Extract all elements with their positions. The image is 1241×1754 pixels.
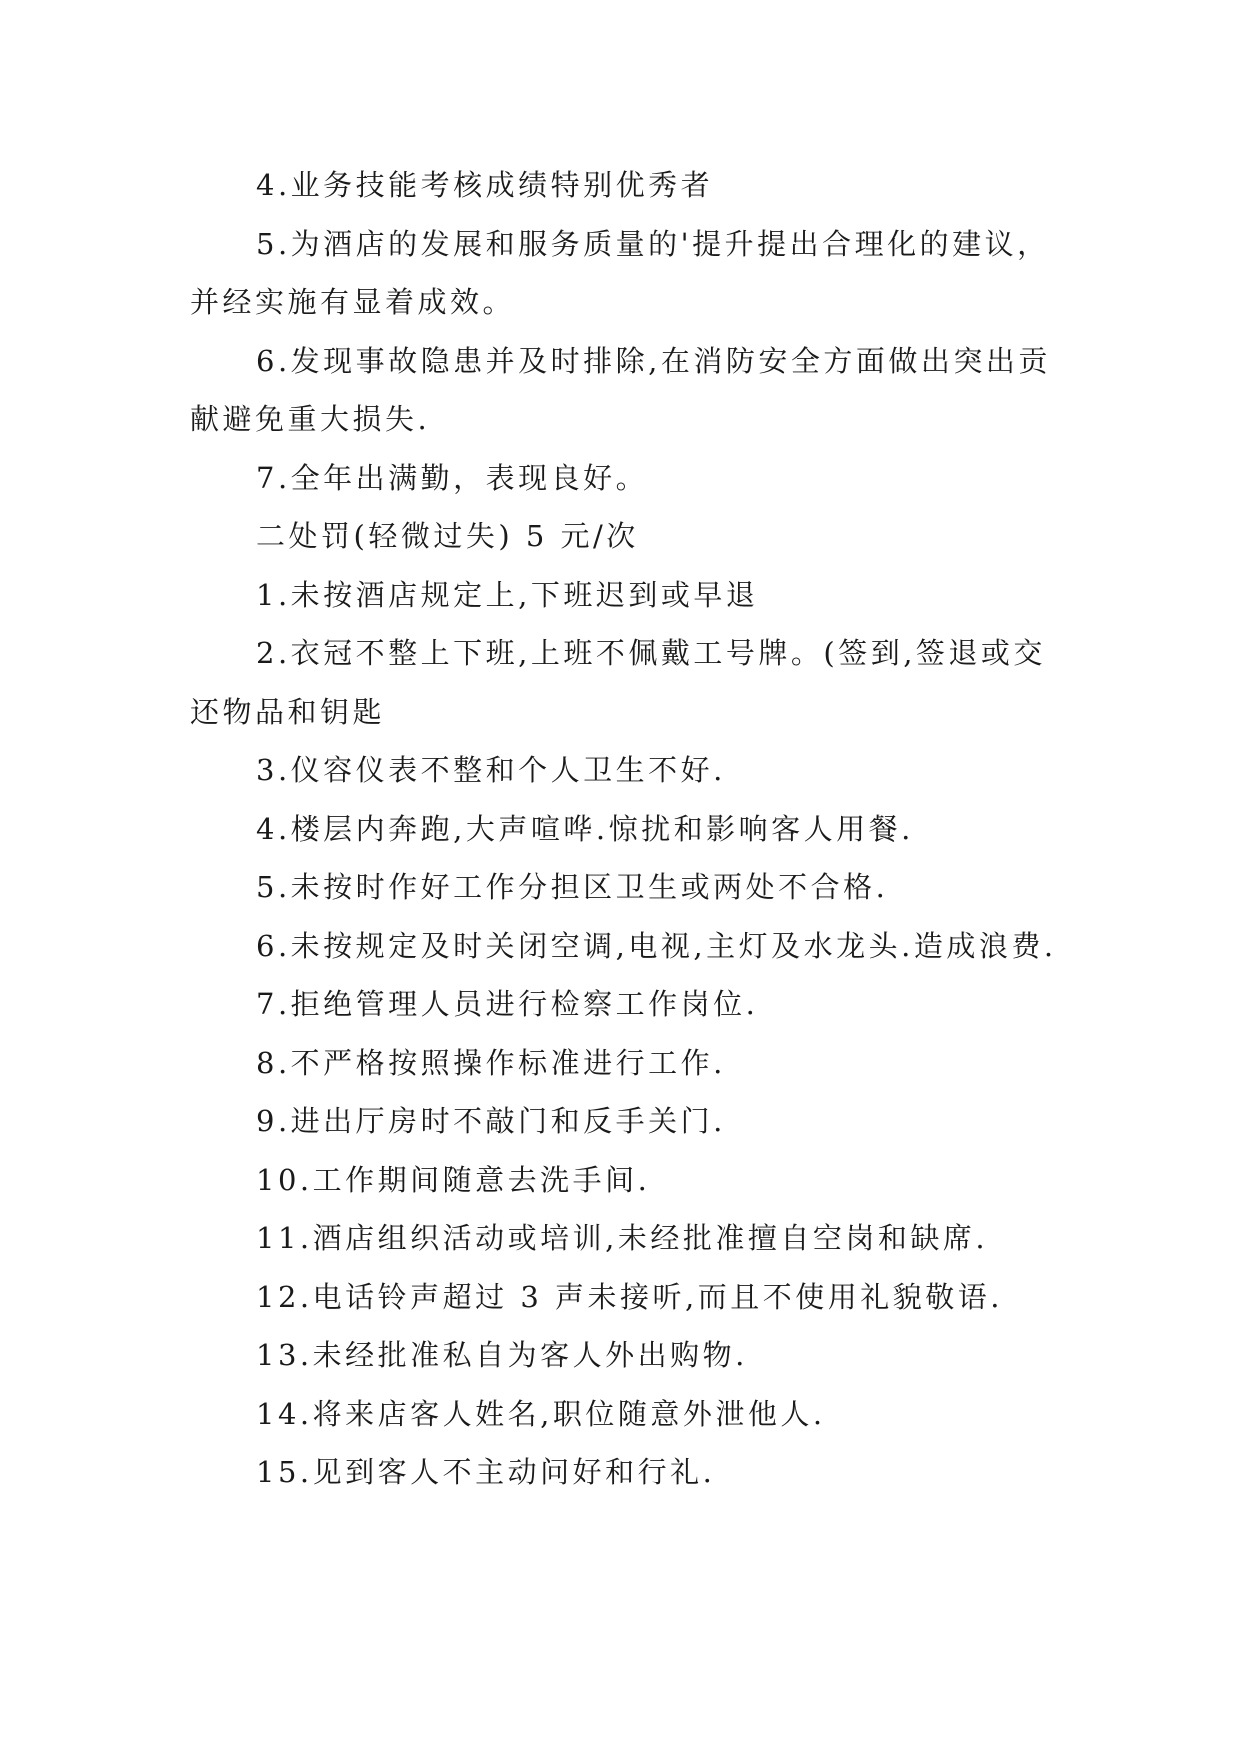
- paragraph-penalty-8: 8.不严格按照操作标准进行工作.: [256, 1045, 726, 1080]
- paragraph-penalty-15: 15.见到客人不主动问好和行礼.: [256, 1455, 716, 1489]
- paragraph-penalty-10: 10.工作期间随意去洗手间.: [256, 1162, 651, 1197]
- paragraph-award-7: 7.全年出满勤，表现良好。: [256, 460, 649, 495]
- paragraph-penalty-13: 13.未经批准私自为客人外出购物.: [256, 1338, 748, 1372]
- paragraph-penalty-9: 9.进出厅房时不敲门和反手关门.: [256, 1104, 726, 1138]
- paragraph-penalty-1: 1.未按酒店规定上,下班迟到或早退: [256, 577, 759, 612]
- paragraph-award-6: 6.发现事故隐患并及时排除,在消防安全方面做出突出贡献避免重大损失.: [190, 343, 1051, 436]
- paragraph-penalty-6: 6.未按规定及时关闭空调,电视,主灯及水龙头.造成浪费.: [256, 928, 1057, 963]
- paragraph-penalty-2: 2.衣冠不整上下班,上班不佩戴工号牌。(签到,签退或交还物品和钥匙: [190, 636, 1046, 729]
- paragraph-penalty-11: 11.酒店组织活动或培训,未经批准擅自空岗和缺席.: [256, 1221, 989, 1255]
- paragraph-penalty-14: 14.将来店客人姓名,职位随意外泄他人.: [256, 1396, 826, 1431]
- paragraph-penalty-12: 12.电话铃声超过 3 声未接听,而且不使用礼貌敬语.: [256, 1279, 1003, 1314]
- paragraph-penalty-4: 4.楼层内奔跑,大声喧哗.惊扰和影响客人用餐.: [256, 811, 914, 846]
- document-body: [190, 156, 1060, 1502]
- section-heading-penalty: 二处罚(轻微过失) 5 元/次: [256, 519, 639, 553]
- paragraph-award-4: 4.业务技能考核成绩特别优秀者: [256, 168, 714, 202]
- paragraph-penalty-7: 7.拒绝管理人员进行检察工作岗位.: [256, 987, 759, 1021]
- paragraph-penalty-5: 5.未按时作好工作分担区卫生或两处不合格.: [256, 870, 889, 904]
- paragraph-penalty-3: 3.仪容仪表不整和个人卫生不好.: [256, 753, 726, 787]
- paragraph-award-5: 5.为酒店的发展和服务质量的'提升提出合理化的建议，并经实施有显着成效。: [190, 226, 1050, 319]
